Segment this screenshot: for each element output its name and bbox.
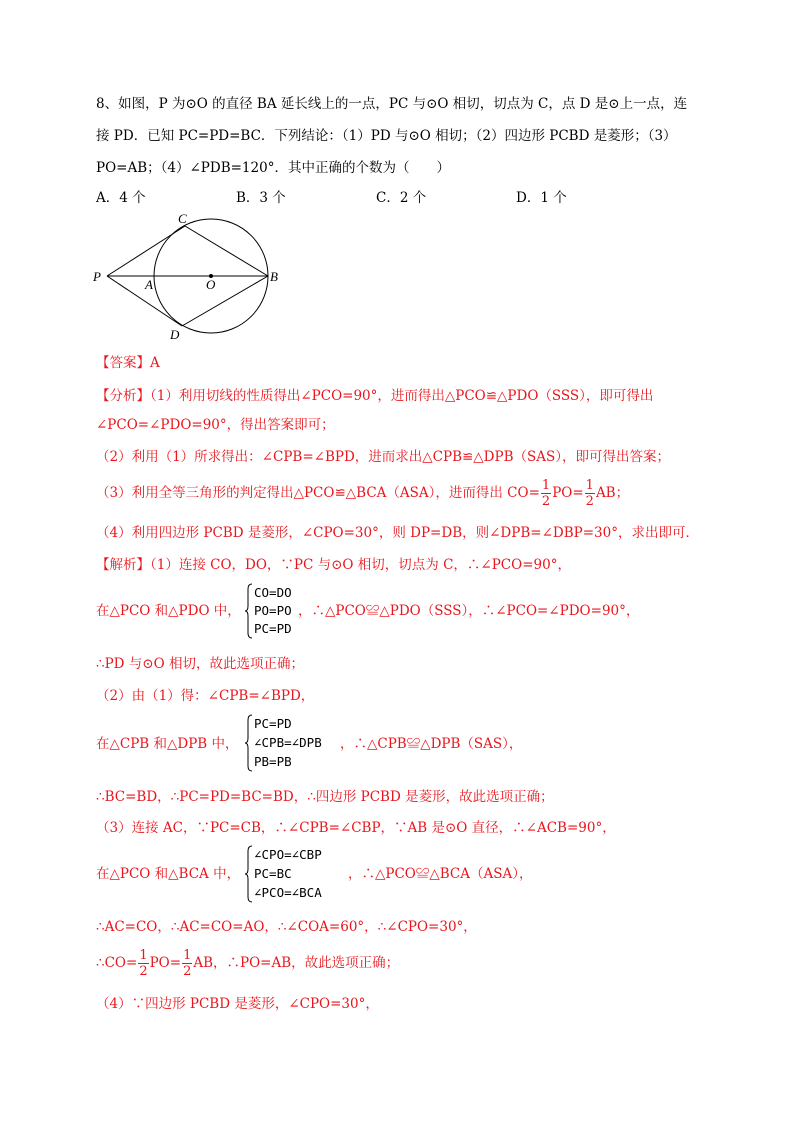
label-b: B: [270, 269, 278, 284]
question-line-1: 8、如图，P 为⊙O 的直径 BA 延长线上的一点，PC 与⊙O 相切，切点为 C，点 D 是⊙上一点，连: [96, 96, 688, 112]
option-a: A．4 个: [96, 190, 146, 206]
analysis-p3b: PO=: [552, 485, 584, 501]
question-line-2: 接 PD．已知 PC=PD=BC．下列结论：（1）PD 与⊙O 相切；（2）四边形 PCBD 是菱形；（3）: [96, 128, 677, 144]
fraction-denominator: 2: [585, 494, 594, 509]
fraction-denominator: 2: [139, 964, 148, 979]
solution-s2-post: ，∴△PCO≌△PDO（SSS），∴∠PCO=∠PDO=90°，: [298, 603, 640, 619]
option-c: C．2 个: [376, 190, 427, 206]
fraction-numerator: 1: [585, 478, 594, 493]
analysis-line-1: [96, 386, 653, 406]
fraction-denominator: 2: [183, 964, 192, 979]
answer-tag: 【答案】: [96, 355, 150, 371]
solution-s5-pre: 在△CPB 和△DPB 中，: [96, 736, 239, 752]
label-p: P: [93, 269, 101, 284]
system-2-row-1: PC=PD: [254, 716, 292, 731]
analysis-line-2: ∠PCO=∠PDO=90°，得出答案即可；: [96, 417, 335, 433]
line-pc: [107, 226, 185, 276]
solution-s5-post: ，∴△CPB≌△DPB（SAS），: [340, 736, 523, 752]
analysis-tag: 【分析】: [96, 388, 150, 404]
solution-line-4: （2）由（1）得：∠CPB=∠BPD，: [96, 688, 315, 704]
analysis-line-5: （4）利用四边形 PCBD 是菱形，∠CPO=30°，则 DP=DB，则∠DPB=∠DBP=30°，求出即可．: [96, 525, 699, 541]
line-cb: [185, 226, 268, 276]
solution-line-9: ∴AC=CO，∴AC=CO=AO，∴∠COA=60°，∴∠CPO=30°，: [96, 919, 477, 935]
solution-s10b: PO=: [149, 955, 182, 971]
solution-line-7: （3）连接 AC，∵PC=CB，∴∠CPB=∠CBP，∵AB 是⊙O 直径，∴∠ACB=90°，: [96, 820, 616, 836]
answer-value: A: [150, 355, 160, 371]
solution-line-6: ∴BC=BD，∴PC=PD=BC=BD，∴四边形 PCBD 是菱形，故此选项正确；: [96, 789, 554, 805]
solution-s1: （1）连接 CO，DO，∵PC 与⊙O 相切，切点为 C，∴∠PCO=90°，: [150, 557, 571, 573]
solution-s8-pre: 在△PCO 和△BCA 中，: [96, 866, 241, 882]
brace-icon: [244, 583, 254, 639]
label-c: C: [178, 212, 187, 226]
label-o: O: [206, 277, 216, 292]
solution-line-11: （4）∵四边形 PCBD 是菱形，∠CPO=30°，: [96, 996, 379, 1012]
label-a: A: [145, 277, 153, 292]
solution-s10a: ∴CO=: [96, 955, 138, 971]
fraction-half: [182, 948, 192, 979]
fraction-half: [138, 948, 148, 979]
solution-line-1: [96, 555, 571, 575]
solution-s10c: AB，∴PO=AB，故此选项正确；: [193, 955, 400, 971]
system-1-row-2: PO=PO: [254, 603, 292, 618]
system-2-row-2: ∠CPB=∠DPB: [254, 735, 322, 750]
analysis-p3c: AB；: [595, 485, 630, 501]
analysis-line-4: [96, 478, 629, 509]
geometry-figure: [90, 212, 300, 347]
brace-icon: [244, 845, 254, 903]
equation-system-2: [244, 714, 344, 772]
fraction-half: [585, 478, 595, 509]
solution-tag: 【解析】: [96, 557, 150, 573]
system-3-row-1: ∠CPO=∠CBP: [254, 847, 322, 862]
solution-s2-pre: 在△PCO 和△PDO 中，: [96, 603, 241, 619]
system-1-row-3: PC=PD: [254, 621, 292, 636]
fraction-numerator: 1: [183, 948, 192, 963]
system-1-row-1: CO=DO: [254, 585, 292, 600]
fraction-numerator: 1: [541, 478, 551, 493]
label-d: D: [170, 327, 180, 342]
solution-line-3: ∴PD 与⊙O 相切，故此选项正确；: [96, 656, 304, 672]
analysis-line-3: （2）利用（1）所求得出：∠CPB=∠BPD，进而求出△CPB≌△DPB（SAS），即可得出答案；: [96, 449, 671, 465]
system-2-row-3: PB=PB: [254, 754, 292, 769]
fraction-half: [541, 478, 551, 509]
brace-icon: [244, 714, 254, 772]
analysis-p1a: （1）利用切线的性质得出∠PCO=90°，进而得出△PCO≌△PDO（SSS），即可得出: [150, 388, 654, 404]
analysis-p3a: （3）利用全等三角形的判定得出△PCO≌△BCA（ASA），进而得出 CO=: [96, 485, 540, 501]
line-db: [182, 276, 268, 326]
fraction-numerator: 1: [139, 948, 148, 963]
option-b: B．3 个: [236, 190, 286, 206]
solution-s8-post: ，∴△PCO≌△BCA（ASA），: [348, 866, 533, 882]
equation-system-3: [244, 845, 354, 903]
question-line-3: PO=AB；（4）∠PDB=120°．其中正确的个数为（ ）: [96, 160, 450, 176]
system-3-row-3: ∠PCO=∠BCA: [254, 885, 322, 900]
system-3-row-2: PC=BC: [254, 866, 292, 881]
solution-line-10: [96, 948, 399, 979]
option-d: D．1 个: [516, 190, 567, 206]
fraction-denominator: 2: [541, 494, 551, 509]
answer-line: [96, 353, 160, 373]
